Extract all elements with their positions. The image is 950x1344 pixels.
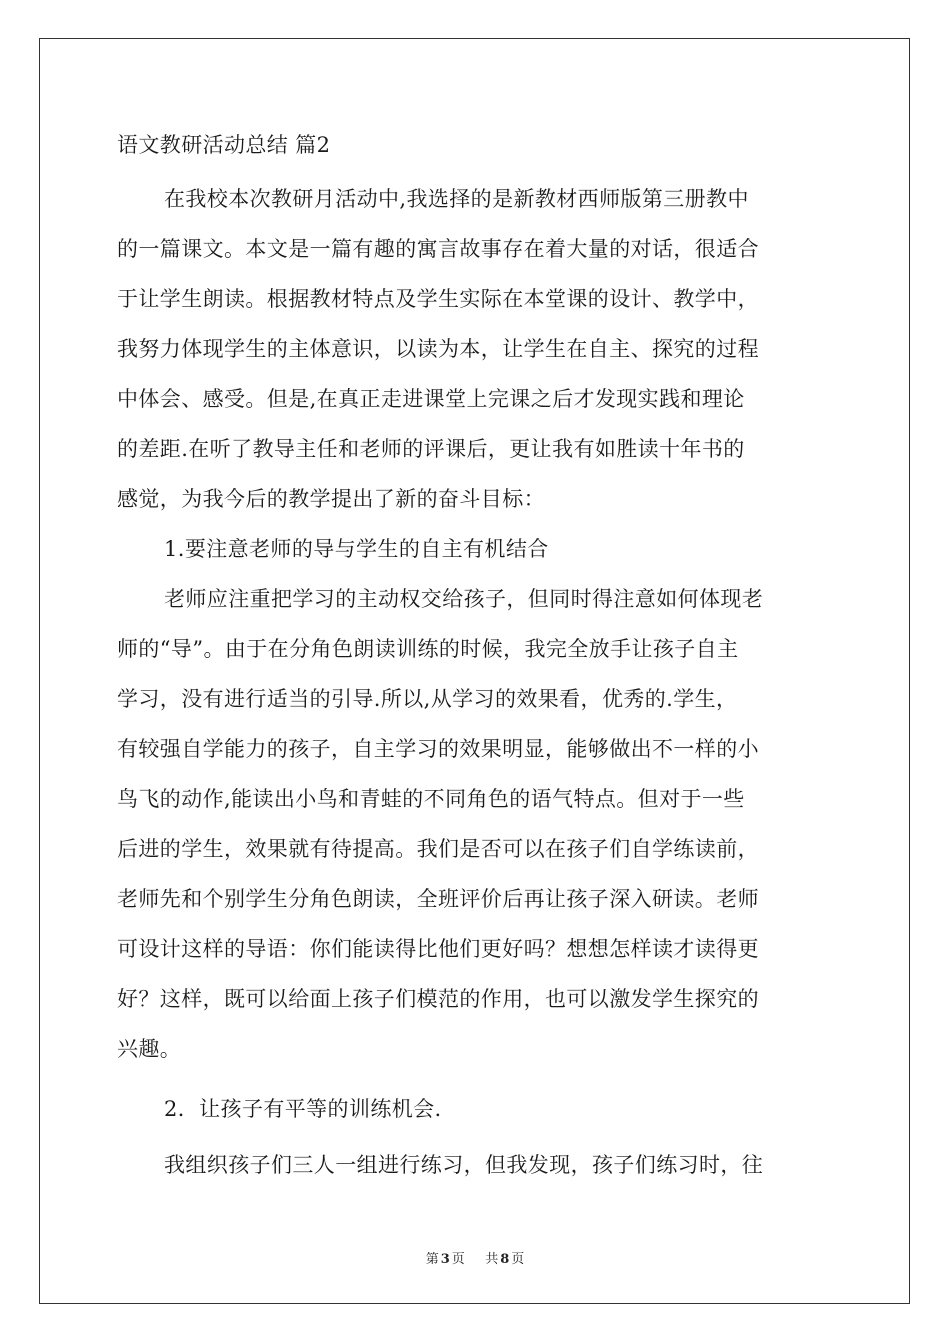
document-heading: 语文教研活动总结 篇2 [117, 133, 331, 157]
paragraph-line: 老师先和个别学生分角色朗读，全班评价后再让孩子深入研读。老师 [117, 887, 759, 911]
total-suffix: 页 [511, 1252, 525, 1267]
paragraph-line: 老师应注重把学习的主动权交给孩子，但同时得注意如何体现老 [164, 587, 764, 611]
paragraph-line: 的一篇课文。本文是一篇有趣的寓言故事存在着大量的对话，很适合 [117, 237, 759, 261]
paragraph-line: 兴趣。 [117, 1037, 182, 1061]
page-suffix: 页 [451, 1252, 465, 1267]
page-number: 3 [440, 1252, 450, 1267]
page-indicator [424, 1252, 467, 1267]
paragraph-line: 师的“导”。由于在分角色朗读训练的时候，我完全放手让孩子自主 [117, 637, 739, 661]
page-prefix: 第 [425, 1252, 439, 1267]
paragraph-line: 感觉，为我今后的教学提出了新的奋斗目标： [117, 487, 545, 511]
paragraph-line: 我努力体现学生的主体意识，以读为本，让学生在自主、探究的过程 [117, 337, 759, 361]
paragraph-line: 学习，没有进行适当的引导.所以,从学习的效果看，优秀的.学生， [117, 687, 738, 711]
total-pages: 8 [500, 1252, 510, 1267]
paragraph-line: 有较强自学能力的孩子，自主学习的效果明显，能够做出不一样的小 [117, 737, 759, 761]
paragraph-line: 后进的学生，效果就有待提高。我们是否可以在孩子们自学练读前， [117, 837, 759, 861]
total-pages-indicator [483, 1252, 526, 1267]
paragraph-line: 我组织孩子们三人一组进行练习，但我发现，孩子们练习时，往 [164, 1153, 764, 1177]
paragraph-line: 可设计这样的导语：你们能读得比他们更好吗？想想怎样读才读得更 [117, 937, 759, 961]
paragraph-line: 中体会、感受。但是,在真正走进课堂上完课之后才发现实践和理论 [117, 387, 745, 411]
paragraph-line: 的差距.在听了教导主任和老师的评课后，更让我有如胜读十年书的 [117, 437, 745, 461]
paragraph-line: 好？这样，既可以给面上孩子们模范的作用，也可以激发学生探究的 [117, 987, 759, 1011]
paragraph-line: 鸟飞的动作,能读出小鸟和青蛙的不同角色的语气特点。但对于一些 [117, 787, 745, 811]
total-prefix: 共 [485, 1252, 499, 1267]
paragraph-line: 在我校本次教研月活动中,我选择的是新教材西师版第三册教中 [164, 187, 749, 211]
page-footer [0, 1248, 950, 1267]
section-heading: 2．让孩子有平等的训练机会. [164, 1097, 442, 1121]
section-heading: 1.要注意老师的导与学生的自主有机结合 [164, 537, 549, 561]
paragraph-line: 于让学生朗读。根据教材特点及学生实际在本堂课的设计、教学中， [117, 287, 759, 311]
